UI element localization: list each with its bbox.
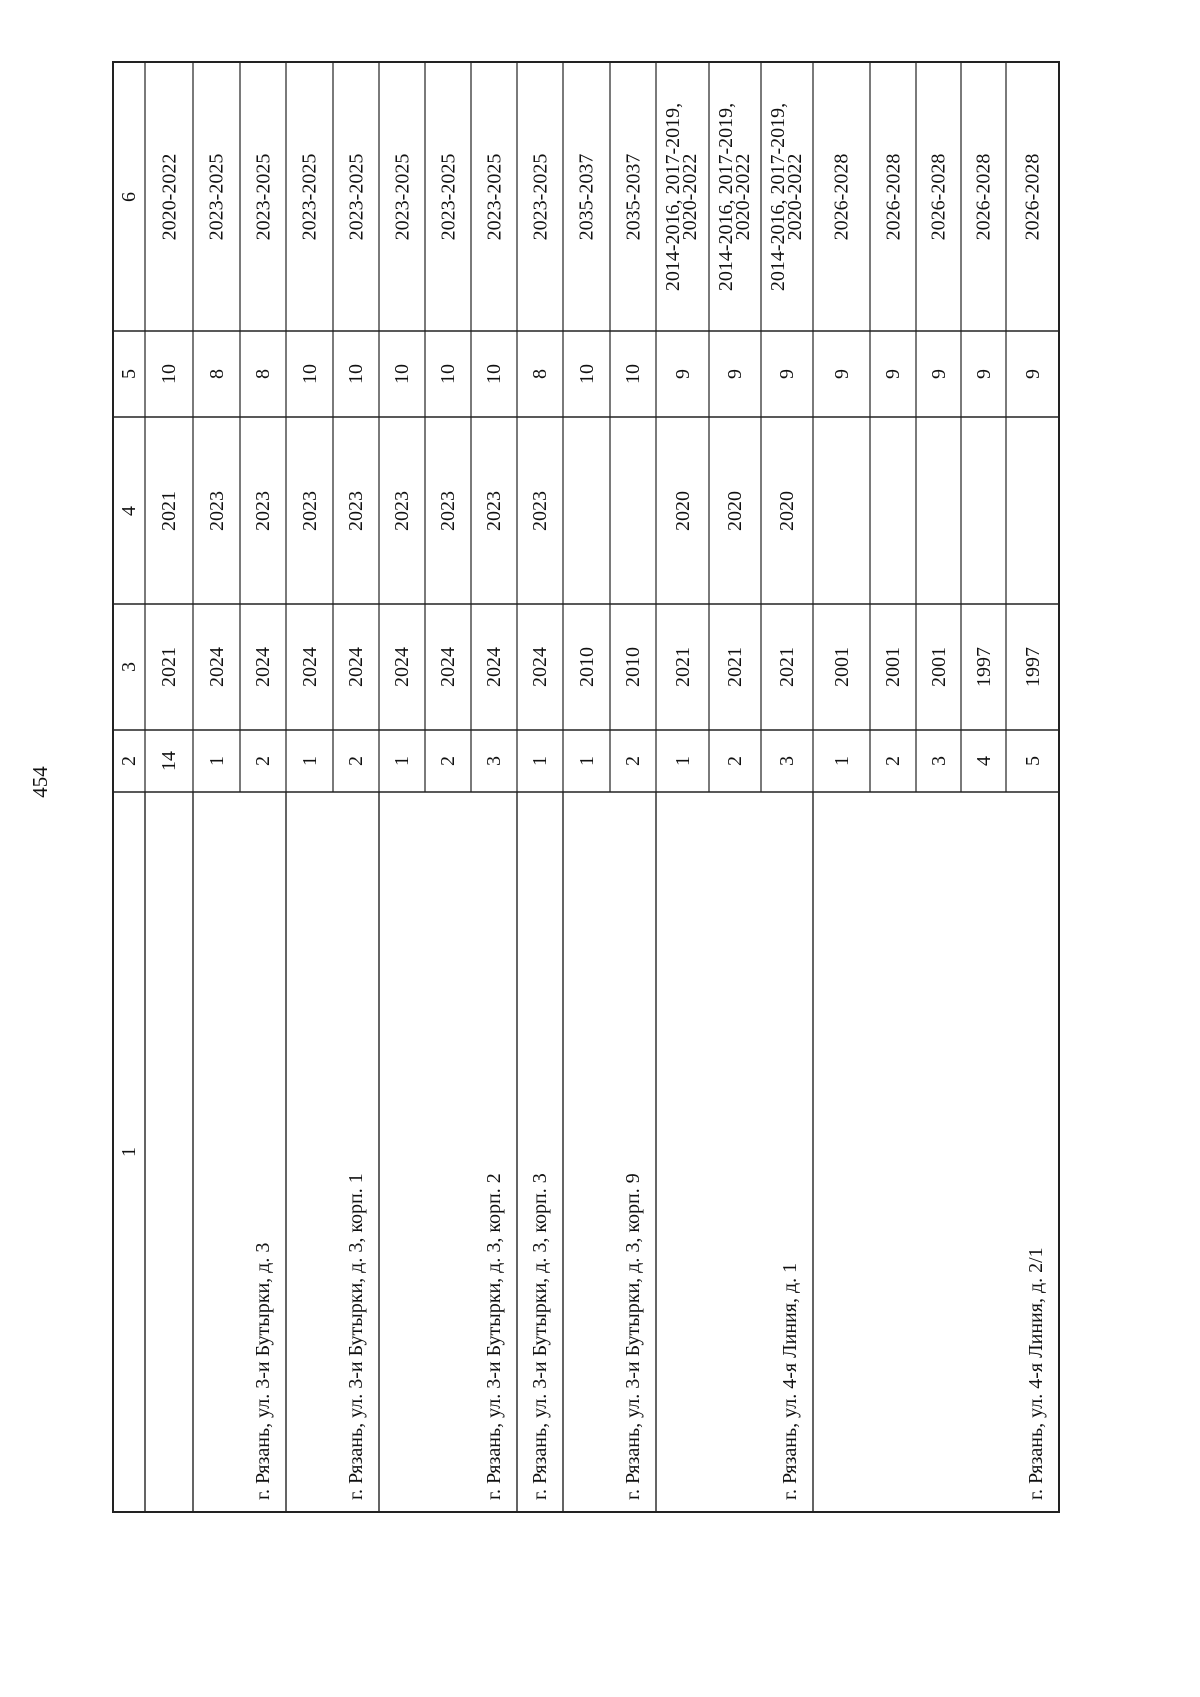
cell-text: 2 bbox=[118, 756, 140, 766]
cell-text: 2 bbox=[345, 756, 367, 766]
year-cell bbox=[193, 604, 240, 730]
cell-text: 2021 bbox=[776, 647, 798, 687]
cell-text: 2021 bbox=[158, 647, 180, 687]
year-cell bbox=[870, 417, 916, 604]
cell-text: 2024 bbox=[529, 647, 551, 687]
period-cell bbox=[425, 62, 471, 331]
year-cell bbox=[961, 604, 1006, 730]
cell-text: 5 bbox=[118, 369, 140, 379]
period-cell bbox=[333, 62, 379, 331]
value-cell bbox=[471, 331, 517, 417]
cell-text: 2035-2037 bbox=[575, 153, 598, 240]
cell-text: 2020 bbox=[671, 490, 694, 531]
value-cell bbox=[145, 331, 193, 417]
cell-text: 9 bbox=[972, 369, 995, 379]
cell-text: 2020 bbox=[776, 490, 798, 531]
row-number-cell bbox=[333, 730, 379, 792]
year-cell bbox=[916, 604, 961, 730]
cell-text: 2021 bbox=[724, 647, 746, 687]
cell-text: 5 bbox=[1021, 756, 1044, 766]
row-number-cell bbox=[961, 730, 1006, 792]
cell-text: 10 bbox=[391, 364, 413, 384]
row-number-cell bbox=[870, 730, 916, 792]
period-cell bbox=[145, 62, 193, 331]
cell-text: 2026-2028 bbox=[882, 153, 905, 240]
cell-text: 2023 bbox=[252, 490, 274, 531]
cell-text: 2023 bbox=[483, 490, 505, 531]
value-cell bbox=[961, 331, 1006, 417]
value-cell bbox=[193, 331, 240, 417]
value-cell bbox=[425, 331, 471, 417]
cell-text: 2014-2016, 2017-2019, 2020-2022 bbox=[662, 102, 702, 291]
column-number-4 bbox=[113, 417, 145, 604]
cell-text: 2024 bbox=[483, 647, 505, 687]
cell-text: 9 bbox=[830, 369, 853, 379]
cell-text: 2023-2025 bbox=[205, 153, 228, 240]
cell-text: 2023 bbox=[529, 490, 551, 531]
year-cell bbox=[870, 604, 916, 730]
value-cell bbox=[1006, 331, 1059, 417]
cell-text: 9 bbox=[1021, 369, 1044, 379]
year-cell bbox=[656, 417, 709, 604]
value-cell bbox=[761, 331, 813, 417]
cell-text: 6 bbox=[118, 191, 140, 202]
cell-text: 2023 bbox=[205, 490, 228, 531]
cell-text: 10 bbox=[345, 364, 367, 384]
period-cell bbox=[286, 62, 333, 331]
row-number-cell bbox=[916, 730, 961, 792]
period-cell bbox=[379, 62, 425, 331]
cell-text: 10 bbox=[575, 364, 598, 384]
address-label: г. Рязань, ул. 3-и Бутырки, д. 3, корп. 3 bbox=[529, 1173, 551, 1500]
year-cell bbox=[563, 604, 610, 730]
cell-text: 2 bbox=[622, 756, 644, 766]
year-cell bbox=[813, 417, 870, 604]
year-cell bbox=[471, 604, 517, 730]
cell-text: 8 bbox=[205, 369, 228, 379]
cell-text: 2001 bbox=[882, 647, 904, 687]
row-number-cell bbox=[240, 730, 286, 792]
cell-text: 2024 bbox=[252, 647, 274, 687]
year-cell bbox=[286, 417, 333, 604]
cell-text: 2026-2028 bbox=[830, 153, 853, 240]
cell-text: 2026-2028 bbox=[927, 153, 950, 240]
cell-text: 9 bbox=[927, 369, 950, 379]
address-label: г. Рязань, ул. 3-и Бутырки, д. 3 bbox=[252, 1242, 274, 1500]
year-cell bbox=[193, 417, 240, 604]
rotated-table bbox=[113, 62, 1059, 1512]
cell-text: 2023-2025 bbox=[529, 153, 552, 240]
row-number-cell bbox=[517, 730, 563, 792]
cell-text: 1 bbox=[575, 756, 598, 766]
cell-text: 1 bbox=[671, 756, 694, 766]
cell-text: 2 bbox=[724, 756, 746, 766]
address-label: г. Рязань, ул. 3-и Бутырки, д. 3, корп. 9 bbox=[622, 1173, 644, 1500]
cell-text: 2023 bbox=[345, 490, 367, 531]
cell-text: 3 bbox=[483, 756, 505, 766]
row-number-cell bbox=[145, 730, 193, 792]
row-number-cell bbox=[471, 730, 517, 792]
cell-text: 1997 bbox=[1021, 647, 1044, 687]
year-cell bbox=[709, 604, 761, 730]
year-cell bbox=[961, 417, 1006, 604]
cell-text: 2026-2028 bbox=[972, 153, 995, 240]
cell-text: 10 bbox=[437, 364, 459, 384]
period-cell bbox=[870, 62, 916, 331]
column-number-1 bbox=[113, 792, 145, 1512]
cell-text: 2001 bbox=[830, 647, 853, 687]
value-cell bbox=[379, 331, 425, 417]
year-cell bbox=[286, 604, 333, 730]
cell-text: 8 bbox=[529, 369, 551, 379]
period-cell bbox=[193, 62, 240, 331]
cell-text: 1 bbox=[529, 756, 551, 766]
year-cell bbox=[379, 604, 425, 730]
year-cell bbox=[471, 417, 517, 604]
address-label: г. Рязань, ул. 4-я Линия, д. 2/1 bbox=[1025, 1247, 1047, 1500]
cell-text: 2 bbox=[882, 756, 904, 766]
row-number-cell bbox=[761, 730, 813, 792]
cell-text: 9 bbox=[776, 369, 798, 379]
cell-text: 1997 bbox=[972, 647, 995, 687]
period-cell bbox=[916, 62, 961, 331]
cell-text: 2 bbox=[437, 756, 459, 766]
year-cell bbox=[1006, 417, 1059, 604]
cell-text: 9 bbox=[882, 369, 904, 379]
row-number-cell bbox=[813, 730, 870, 792]
year-cell bbox=[916, 417, 961, 604]
row-number-cell bbox=[379, 730, 425, 792]
cell-text: 2026-2028 bbox=[1021, 153, 1044, 240]
year-cell bbox=[813, 604, 870, 730]
period-cell bbox=[961, 62, 1006, 331]
cell-text: 14 bbox=[158, 751, 180, 771]
cell-text: 2023-2025 bbox=[298, 153, 321, 240]
year-cell bbox=[333, 604, 379, 730]
value-cell bbox=[656, 331, 709, 417]
year-cell bbox=[517, 417, 563, 604]
value-cell bbox=[286, 331, 333, 417]
period-cell bbox=[517, 62, 563, 331]
address-label: г. Рязань, ул. 4-я Линия, д. 1 bbox=[779, 1262, 801, 1500]
cell-text: 8 bbox=[252, 369, 274, 379]
year-cell bbox=[240, 604, 286, 730]
period-cell bbox=[471, 62, 517, 331]
cell-text: 2024 bbox=[205, 647, 228, 687]
cell-text: 1 bbox=[830, 756, 853, 766]
period-cell bbox=[656, 62, 709, 331]
year-cell bbox=[145, 604, 193, 730]
column-number-6 bbox=[113, 62, 145, 331]
cell-text: 2020 bbox=[724, 490, 746, 531]
cell-text: 1 bbox=[118, 1147, 140, 1157]
value-cell bbox=[870, 331, 916, 417]
cell-text: 2023-2025 bbox=[437, 153, 460, 240]
year-cell bbox=[563, 417, 610, 604]
cell-text: 3 bbox=[927, 756, 950, 766]
value-cell bbox=[240, 331, 286, 417]
cell-text: 9 bbox=[724, 369, 746, 379]
period-cell bbox=[610, 62, 656, 331]
year-cell bbox=[145, 417, 193, 604]
cell-text: 10 bbox=[298, 364, 321, 384]
value-cell bbox=[813, 331, 870, 417]
cell-text: 2 bbox=[252, 756, 274, 766]
year-cell bbox=[379, 417, 425, 604]
value-cell bbox=[610, 331, 656, 417]
row-number-cell bbox=[709, 730, 761, 792]
cell-text: 2020-2022 bbox=[158, 153, 181, 240]
cell-text: 2023-2025 bbox=[391, 153, 414, 240]
column-number-2 bbox=[113, 730, 145, 792]
row-number-cell bbox=[286, 730, 333, 792]
year-cell bbox=[240, 417, 286, 604]
column-number-5 bbox=[113, 331, 145, 417]
cell-text: 2023-2025 bbox=[345, 153, 368, 240]
value-cell bbox=[517, 331, 563, 417]
cell-text: 1 bbox=[205, 756, 228, 766]
cell-text: 10 bbox=[158, 364, 180, 384]
year-cell bbox=[761, 604, 813, 730]
row-number-cell bbox=[193, 730, 240, 792]
cell-text: 10 bbox=[622, 364, 644, 384]
year-cell bbox=[425, 417, 471, 604]
year-cell bbox=[333, 417, 379, 604]
value-cell bbox=[916, 331, 961, 417]
year-cell bbox=[517, 604, 563, 730]
row-number-cell bbox=[1006, 730, 1059, 792]
year-cell bbox=[1006, 604, 1059, 730]
cell-text: 2010 bbox=[575, 647, 598, 687]
year-cell bbox=[761, 417, 813, 604]
year-cell bbox=[610, 604, 656, 730]
row-number-cell bbox=[656, 730, 709, 792]
cell-text: 2021 bbox=[158, 490, 180, 531]
year-cell bbox=[656, 604, 709, 730]
address-label: г. Рязань, ул. 3-и Бутырки, д. 3, корп. 2 bbox=[483, 1173, 505, 1500]
cell-text: 2023 bbox=[437, 490, 459, 531]
value-cell bbox=[563, 331, 610, 417]
cell-text: 2023-2025 bbox=[252, 153, 275, 240]
value-cell bbox=[709, 331, 761, 417]
period-cell bbox=[761, 62, 813, 331]
address-label: г. Рязань, ул. 3-и Бутырки, д. 3, корп. 1 bbox=[345, 1173, 367, 1500]
cell-text: 2024 bbox=[437, 647, 459, 687]
cell-text: 1 bbox=[298, 756, 321, 766]
cell-text: 3 bbox=[776, 756, 798, 766]
page-number: 454 bbox=[28, 766, 52, 798]
year-cell bbox=[709, 417, 761, 604]
period-cell bbox=[1006, 62, 1059, 331]
cell-text: 2023 bbox=[391, 490, 413, 531]
year-cell bbox=[610, 417, 656, 604]
cell-text: 2010 bbox=[622, 647, 644, 687]
cell-text: 10 bbox=[483, 364, 505, 384]
row-number-cell bbox=[425, 730, 471, 792]
cell-text: 4 bbox=[118, 505, 140, 516]
cell-text: 2014-2016, 2017-2019, 2020-2022 bbox=[715, 102, 755, 291]
column-number-3 bbox=[113, 604, 145, 730]
period-cell bbox=[709, 62, 761, 331]
period-cell bbox=[240, 62, 286, 331]
cell-text: 2024 bbox=[298, 647, 321, 687]
cell-text: 2023-2025 bbox=[483, 153, 506, 240]
period-cell bbox=[563, 62, 610, 331]
cell-text: 2021 bbox=[671, 647, 694, 687]
cell-text: 2023 bbox=[298, 490, 321, 531]
period-cell bbox=[813, 62, 870, 331]
cell-text: 4 bbox=[972, 756, 995, 766]
cell-text: 2001 bbox=[927, 647, 950, 687]
row-number-cell bbox=[610, 730, 656, 792]
value-cell bbox=[333, 331, 379, 417]
cell-text: 2024 bbox=[345, 647, 367, 687]
cell-text: 2035-2037 bbox=[622, 153, 645, 240]
cell-text: 2014-2016, 2017-2019, 2020-2022 bbox=[767, 102, 807, 291]
cell-text: 3 bbox=[118, 662, 140, 672]
cell-text: 2024 bbox=[391, 647, 413, 687]
row-number-cell bbox=[563, 730, 610, 792]
cell-text: 1 bbox=[391, 756, 413, 766]
year-cell bbox=[425, 604, 471, 730]
cell-text: 9 bbox=[671, 369, 694, 379]
